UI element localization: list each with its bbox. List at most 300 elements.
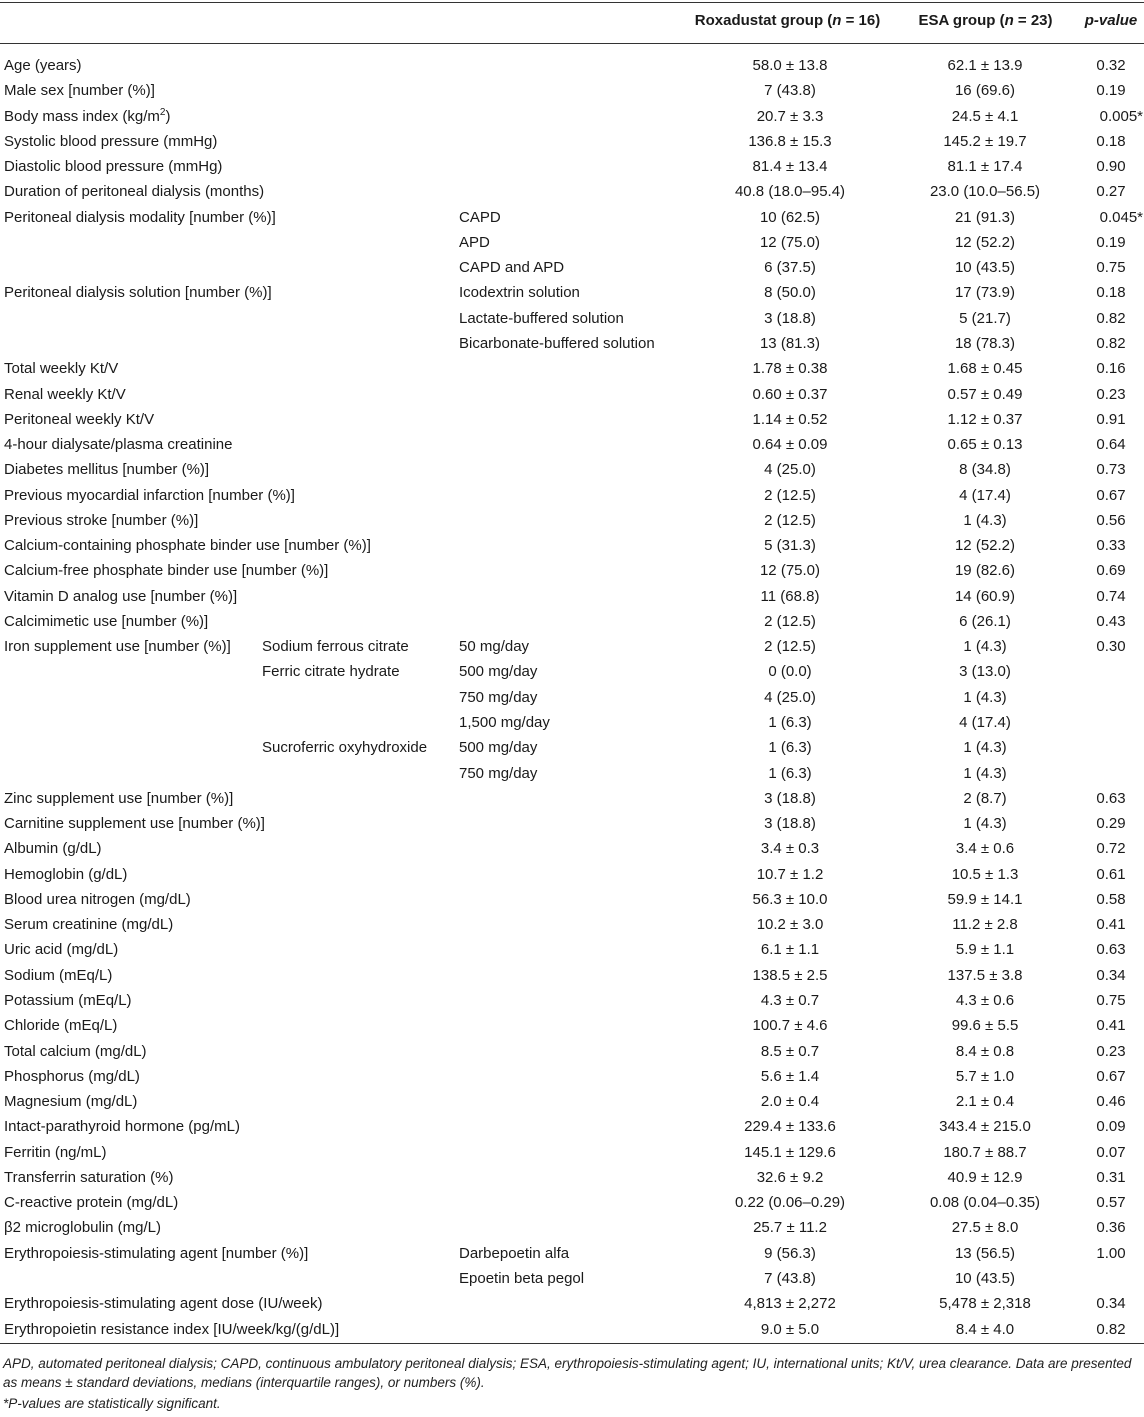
- header-esa-n: n: [1004, 12, 1014, 29]
- row-roxadustat-value: 2 (12.5): [764, 638, 816, 656]
- row-p-value: 0.09: [1096, 1118, 1126, 1136]
- row-label-text: Erythropoiesis-stimulating agent [number (%)]: [4, 1244, 309, 1262]
- table-row: [0, 483, 1144, 508]
- table-row: [0, 558, 1144, 583]
- row-label-text: Previous myocardial infarction [number (%)]: [4, 486, 295, 504]
- row-esa-value: 62.1 ± 13.9: [947, 57, 1023, 74]
- row-label-text: Carnitine supplement use [number (%)]: [4, 815, 265, 833]
- row-esa-value: 11.2 ± 2.8: [952, 916, 1018, 934]
- table-row: [0, 331, 1144, 356]
- table-row: [0, 988, 1144, 1013]
- table-row: [0, 407, 1144, 432]
- row-sublabel: Sucroferric oxyhydroxide: [262, 739, 428, 757]
- row-esa-value: 19 (82.6): [954, 562, 1016, 580]
- row-roxadustat-value: 145.1 ± 129.6: [744, 1143, 836, 1161]
- row-p-value: 0.07: [1096, 1143, 1126, 1161]
- row-esa-value: 1 (4.3): [963, 638, 1007, 656]
- row-p-value: 1.00: [1096, 1244, 1126, 1262]
- table-header-rule: [0, 43, 1144, 44]
- row-roxadustat-value: 1.78 ± 0.38: [752, 360, 828, 378]
- row-p-value: 0.32: [1096, 57, 1126, 74]
- row-label: [4, 205, 276, 230]
- row-p-value: 0.34: [1096, 1295, 1126, 1313]
- table-row: [0, 382, 1144, 407]
- row-label-text: Peritoneal dialysis modality [number (%)]: [4, 208, 276, 226]
- row-esa-value: 2.1 ± 0.4: [955, 1093, 1015, 1111]
- row-category: 750 mg/day: [459, 764, 538, 782]
- row-label-text: Diabetes mellitus [number (%)]: [4, 461, 210, 479]
- row-label: [4, 104, 170, 129]
- row-p-value: 0.23: [1096, 1042, 1126, 1060]
- row-p-value: 0.045*: [1099, 208, 1143, 226]
- row-esa-value: 6 (26.1): [959, 612, 1011, 630]
- table-row: [0, 1013, 1144, 1038]
- row-p-value: 0.31: [1096, 1168, 1126, 1186]
- row-p-value: 0.58: [1096, 890, 1126, 908]
- table-bottom-rule: [0, 1343, 1144, 1344]
- row-esa-value: 2 (8.7): [963, 789, 1007, 807]
- row-roxadustat-value: 0.22 (0.06–0.29): [734, 1194, 846, 1212]
- row-p-value: 0.19: [1096, 82, 1126, 100]
- row-p-value: 0.63: [1096, 941, 1126, 959]
- row-label: [4, 533, 371, 558]
- row-label-text: Erythropoiesis-stimulating agent dose (IU/week): [4, 1295, 323, 1313]
- row-roxadustat-value: 2.0 ± 0.4: [760, 1093, 820, 1111]
- table-row: [0, 230, 1144, 255]
- table-row: [0, 53, 1144, 78]
- footnote-significance: *P-values are statistically significant.: [3, 1396, 221, 1411]
- table-row: [0, 912, 1144, 937]
- table-row: [0, 1291, 1144, 1316]
- row-esa-value: 16 (69.6): [954, 82, 1016, 100]
- row-p-value: 0.64: [1096, 436, 1126, 454]
- table-top-rule: [0, 2, 1144, 3]
- row-esa-value: 24.5 ± 4.1: [951, 107, 1019, 125]
- row-esa-value: 12 (52.2): [954, 537, 1016, 555]
- row-label-text: Male sex [number (%)]: [4, 82, 155, 100]
- row-label: [4, 407, 154, 432]
- table-row: [0, 508, 1144, 533]
- table-row: [0, 1165, 1144, 1190]
- row-p-value: 0.82: [1096, 309, 1126, 327]
- header-esa-group: [913, 12, 1058, 29]
- row-label: [4, 280, 272, 305]
- row-label-text: β2 microglobulin (mg/L): [4, 1219, 162, 1237]
- row-roxadustat-value: 4.3 ± 0.7: [760, 991, 820, 1009]
- row-category: 50 mg/day: [459, 638, 530, 656]
- row-roxadustat-value: 0.64 ± 0.09: [752, 436, 828, 454]
- table-row: [0, 129, 1144, 154]
- row-roxadustat-value: 6.1 ± 1.1: [760, 941, 820, 959]
- header-esa-count: = 23): [1013, 12, 1053, 29]
- row-roxadustat-value: 100.7 ± 4.6: [752, 1017, 828, 1035]
- row-roxadustat-value: 138.5 ± 2.5: [752, 966, 828, 984]
- row-p-value: 0.75: [1096, 259, 1126, 277]
- row-category: CAPD: [459, 208, 501, 226]
- row-roxadustat-value: 136.8 ± 15.3: [748, 132, 832, 150]
- row-esa-value: 1 (4.3): [963, 739, 1007, 757]
- row-roxadustat-value: 5 (31.3): [764, 537, 816, 555]
- row-label-text: Albumin (g/dL): [4, 840, 102, 858]
- row-esa-value: 0.65 ± 0.13: [947, 436, 1023, 454]
- row-category: Icodextrin solution: [459, 284, 580, 302]
- row-esa-value: 4.3 ± 0.6: [955, 991, 1015, 1009]
- table-header-row: [0, 12, 1144, 36]
- row-roxadustat-value: 1 (6.3): [768, 764, 812, 782]
- table-row: [0, 887, 1144, 912]
- row-p-value: 0.30: [1096, 638, 1126, 656]
- row-label: [4, 1241, 308, 1266]
- table-row: [0, 356, 1144, 381]
- header-roxadustat-count: = 16): [841, 12, 881, 29]
- row-esa-value: 1 (4.3): [963, 688, 1007, 706]
- row-label-text: Iron supplement use [number (%)]: [4, 638, 231, 656]
- table-row: [0, 811, 1144, 836]
- row-esa-value: 1 (4.3): [963, 815, 1007, 833]
- row-roxadustat-value: 2 (12.5): [764, 511, 816, 529]
- row-roxadustat-value: 40.8 (18.0–95.4): [734, 183, 846, 201]
- row-roxadustat-value: 12 (75.0): [759, 562, 821, 580]
- row-label: [4, 862, 127, 887]
- row-roxadustat-value: 3 (18.8): [764, 789, 816, 807]
- row-esa-value: 137.5 ± 3.8: [947, 966, 1023, 984]
- table-row: [0, 432, 1144, 457]
- row-esa-value: 81.1 ± 17.4: [947, 158, 1023, 176]
- footnote-abbreviations: APD, automated peritoneal dialysis; CAPD, continuous ambulatory peritoneal dialysis; ESA, erythropoiesis-stimulating agent; IU, international units; Kt/V, urea clearance. Data are presented as means ± standard deviations, medians (interquartile ranges), or numbers (%).: [3, 1356, 1132, 1390]
- row-p-value: 0.82: [1096, 1320, 1126, 1338]
- row-label: [4, 1114, 240, 1139]
- row-p-value: 0.33: [1096, 537, 1126, 555]
- row-roxadustat-value: 11 (68.8): [760, 587, 820, 605]
- row-label: [4, 887, 191, 912]
- row-label-text: Potassium (mEq/L): [4, 991, 132, 1009]
- row-roxadustat-value: 8.5 ± 0.7: [760, 1042, 820, 1060]
- row-esa-value: 8 (34.8): [959, 461, 1011, 479]
- row-label: [4, 1291, 322, 1316]
- row-roxadustat-value: 0 (0.0): [768, 663, 812, 681]
- row-roxadustat-value: 10.7 ± 1.2: [756, 865, 824, 883]
- row-esa-value: 343.4 ± 215.0: [939, 1118, 1031, 1136]
- row-roxadustat-value: 4,813 ± 2,272: [744, 1295, 836, 1313]
- table-row: [0, 1114, 1144, 1139]
- row-label: [4, 129, 217, 154]
- row-p-value: 0.69: [1096, 562, 1126, 580]
- table-row: [0, 1039, 1144, 1064]
- row-roxadustat-value: 7 (43.8): [764, 82, 816, 100]
- row-label-text: Renal weekly Kt/V: [4, 385, 126, 403]
- row-esa-value: 18 (78.3): [954, 334, 1016, 352]
- row-roxadustat-value: 32.6 ± 9.2: [756, 1168, 824, 1186]
- table-row: [0, 1190, 1144, 1215]
- row-label-text: Vitamin D analog use [number (%)]: [4, 587, 238, 605]
- row-p-value: 0.18: [1096, 284, 1126, 302]
- row-esa-value: 8.4 ± 4.0: [955, 1320, 1015, 1338]
- row-esa-value: 145.2 ± 19.7: [943, 132, 1027, 150]
- row-roxadustat-value: 5.6 ± 1.4: [760, 1067, 820, 1085]
- row-label-text: Transferrin saturation (%): [4, 1168, 174, 1186]
- row-roxadustat-value: 3 (18.8): [764, 309, 816, 327]
- row-roxadustat-value: 6 (37.5): [764, 259, 816, 277]
- row-sublabel: Sodium ferrous citrate: [262, 638, 409, 656]
- row-roxadustat-value: 10 (62.5): [759, 208, 821, 226]
- header-roxadustat-group: [685, 12, 890, 29]
- table-row: [0, 533, 1144, 558]
- row-category: Darbepoetin alfa: [459, 1244, 570, 1262]
- row-label-text: Blood urea nitrogen (mg/dL): [4, 890, 191, 908]
- row-roxadustat-value: 7 (43.8): [764, 1269, 816, 1287]
- row-label-text: Peritoneal dialysis solution [number (%)]: [4, 284, 272, 302]
- row-p-value: 0.63: [1096, 789, 1126, 807]
- row-label: [4, 786, 233, 811]
- row-category: Lactate-buffered solution: [459, 309, 624, 327]
- row-label: [4, 1190, 178, 1215]
- row-p-value: 0.005*: [1099, 107, 1143, 125]
- row-roxadustat-value: 10.2 ± 3.0: [756, 916, 824, 934]
- row-p-value: 0.67: [1096, 486, 1126, 504]
- row-label: [4, 356, 118, 381]
- row-label-text: Chloride (mEq/L): [4, 1017, 118, 1035]
- table-row: [0, 280, 1144, 305]
- table-row: [0, 1241, 1144, 1266]
- row-category: CAPD and APD: [459, 259, 565, 277]
- row-roxadustat-value: 3.4 ± 0.3: [760, 840, 820, 858]
- row-p-value: 0.23: [1096, 385, 1126, 403]
- row-roxadustat-value: 2 (12.5): [764, 486, 816, 504]
- row-roxadustat-value: 229.4 ± 133.6: [744, 1118, 836, 1136]
- row-roxadustat-value: 56.3 ± 10.0: [752, 890, 828, 908]
- row-roxadustat-value: 12 (75.0): [759, 233, 821, 251]
- table-row: [0, 1266, 1144, 1291]
- row-category: 1,500 mg/day: [459, 714, 550, 732]
- row-p-value: 0.57: [1096, 1194, 1126, 1212]
- row-esa-value: 10 (43.5): [954, 1269, 1016, 1287]
- row-label-text: Total calcium (mg/dL): [4, 1042, 147, 1060]
- row-label: [4, 1165, 174, 1190]
- row-esa-value: 27.5 ± 8.0: [951, 1219, 1019, 1237]
- row-label-text: Ferritin (ng/mL): [4, 1143, 107, 1161]
- row-esa-value: 1.68 ± 0.45: [947, 360, 1023, 378]
- row-p-value: 0.41: [1096, 1017, 1126, 1035]
- row-label: [4, 78, 155, 103]
- table-row: [0, 1140, 1144, 1165]
- row-label-text: Erythropoietin resistance index [IU/week/kg/(g/dL)]: [4, 1320, 340, 1338]
- row-roxadustat-value: 1 (6.3): [768, 714, 812, 732]
- row-esa-value: 40.9 ± 12.9: [947, 1168, 1023, 1186]
- table-row: [0, 1317, 1144, 1342]
- row-label-text: Peritoneal weekly Kt/V: [4, 410, 155, 428]
- row-category: Epoetin beta pegol: [459, 1269, 585, 1287]
- table-row: [0, 735, 1144, 760]
- row-esa-value: 99.6 ± 5.5: [951, 1017, 1019, 1035]
- row-p-value: 0.72: [1096, 840, 1126, 858]
- row-roxadustat-value: 2 (12.5): [764, 612, 816, 630]
- table-row: [0, 761, 1144, 786]
- row-label-text: Uric acid (mg/dL): [4, 941, 119, 959]
- row-label-text: Calcium-free phosphate binder use [number (%)]: [4, 562, 329, 580]
- table-row: [0, 1089, 1144, 1114]
- row-label: [4, 634, 231, 659]
- row-p-value: 0.36: [1096, 1219, 1126, 1237]
- table-row: [0, 179, 1144, 204]
- header-esa-label: ESA group (: [918, 12, 1005, 29]
- row-p-value: 0.90: [1096, 158, 1126, 176]
- row-roxadustat-value: 9 (56.3): [764, 1244, 816, 1262]
- header-roxadustat-n: n: [832, 12, 842, 29]
- row-category: 750 mg/day: [459, 688, 538, 706]
- table-row: [0, 862, 1144, 887]
- row-category: Bicarbonate-buffered solution: [459, 334, 655, 352]
- row-esa-value: 1 (4.3): [963, 511, 1007, 529]
- row-label: [4, 963, 112, 988]
- row-label: [4, 508, 198, 533]
- table-row: [0, 836, 1144, 861]
- row-roxadustat-value: 1.14 ± 0.52: [752, 410, 828, 428]
- row-p-value: 0.19: [1096, 233, 1126, 251]
- row-esa-value: 8.4 ± 0.8: [955, 1042, 1015, 1060]
- table-row: [0, 685, 1144, 710]
- row-label-superscript: 2: [159, 106, 166, 118]
- row-p-value: 0.34: [1096, 966, 1126, 984]
- row-p-value: 0.41: [1096, 916, 1126, 934]
- row-p-value: 0.91: [1096, 410, 1126, 428]
- row-p-value: 0.74: [1096, 587, 1126, 605]
- row-label-text: Magnesium (mg/dL): [4, 1093, 138, 1111]
- row-label-text: Previous stroke [number (%)]: [4, 511, 199, 529]
- row-category: 500 mg/day: [459, 663, 538, 681]
- row-p-value: 0.82: [1096, 334, 1126, 352]
- row-roxadustat-value: 58.0 ± 13.8: [752, 57, 828, 74]
- row-label: [4, 836, 102, 861]
- table-row: [0, 205, 1144, 230]
- header-p-value: p-value: [1084, 12, 1138, 29]
- table-row: [0, 306, 1144, 331]
- row-label-text: C-reactive protein (mg/dL): [4, 1194, 179, 1212]
- row-label-text: Duration of peritoneal dialysis (months): [4, 183, 265, 201]
- row-p-value: 0.73: [1096, 461, 1126, 479]
- table-row: [0, 659, 1144, 684]
- row-label-text: Hemoglobin (g/dL): [4, 865, 128, 883]
- row-label-text: Systolic blood pressure (mmHg): [4, 132, 218, 150]
- row-label: [4, 988, 132, 1013]
- row-label: [4, 1089, 137, 1114]
- row-label: [4, 1215, 161, 1240]
- row-label: [4, 609, 208, 634]
- row-label: [4, 1013, 117, 1038]
- row-label: [4, 1064, 140, 1089]
- table-row: [0, 786, 1144, 811]
- row-esa-value: 4 (17.4): [959, 486, 1011, 504]
- row-label-suffix: ): [165, 107, 171, 125]
- table-row: [0, 154, 1144, 179]
- row-roxadustat-value: 1 (6.3): [768, 739, 812, 757]
- row-esa-value: 12 (52.2): [954, 233, 1016, 251]
- row-roxadustat-value: 0.60 ± 0.37: [752, 385, 828, 403]
- row-label: [4, 912, 173, 937]
- row-roxadustat-value: 4 (25.0): [764, 688, 816, 706]
- row-label-text: 4-hour dialysate/plasma creatinine: [4, 436, 233, 454]
- row-esa-value: 10 (43.5): [954, 259, 1016, 277]
- row-esa-value: 1.12 ± 0.37: [947, 410, 1023, 428]
- row-esa-value: 14 (60.9): [954, 587, 1016, 605]
- row-label: [4, 1317, 339, 1342]
- row-label-text: Diastolic blood pressure (mmHg): [4, 158, 223, 176]
- row-esa-value: 21 (91.3): [954, 208, 1016, 226]
- row-label-text: Age (years): [4, 57, 82, 74]
- row-roxadustat-value: 81.4 ± 13.4: [752, 158, 828, 176]
- row-category: 500 mg/day: [459, 739, 538, 757]
- row-label-text: Zinc supplement use [number (%)]: [4, 789, 234, 807]
- row-esa-value: 59.9 ± 14.1: [947, 890, 1023, 908]
- row-roxadustat-value: 9.0 ± 5.0: [760, 1320, 820, 1338]
- table-row: [0, 457, 1144, 482]
- row-p-value: 0.27: [1096, 183, 1126, 201]
- table-row: [0, 710, 1144, 735]
- row-esa-value: 0.08 (0.04–0.35): [929, 1194, 1041, 1212]
- row-p-value: 0.18: [1096, 132, 1126, 150]
- row-label-text: Calcium-containing phosphate binder use [number (%)]: [4, 537, 371, 555]
- row-esa-value: 23.0 (10.0–56.5): [929, 183, 1041, 201]
- table-row: [0, 584, 1144, 609]
- row-p-value: 0.43: [1096, 612, 1126, 630]
- table-row: [0, 1064, 1144, 1089]
- row-esa-value: 5.9 ± 1.1: [955, 941, 1015, 959]
- header-roxadustat-label: Roxadustat group (: [694, 12, 833, 29]
- row-esa-value: 180.7 ± 88.7: [943, 1143, 1027, 1161]
- row-roxadustat-value: 3 (18.8): [764, 815, 816, 833]
- row-label-text: Intact-parathyroid hormone (pg/mL): [4, 1118, 240, 1136]
- row-label: [4, 937, 118, 962]
- row-p-value: 0.29: [1096, 815, 1126, 833]
- row-esa-value: 3.4 ± 0.6: [955, 840, 1015, 858]
- row-label: [4, 382, 126, 407]
- row-p-value: 0.56: [1096, 511, 1126, 529]
- table-row: [0, 609, 1144, 634]
- row-label-text: Serum creatinine (mg/dL): [4, 916, 174, 934]
- row-label-text: Body mass index (kg/m: [4, 107, 160, 125]
- row-label: [4, 584, 237, 609]
- row-roxadustat-value: 20.7 ± 3.3: [756, 107, 824, 125]
- row-category: APD: [459, 233, 490, 251]
- table-row: [0, 255, 1144, 280]
- row-label: [4, 53, 82, 78]
- row-label-text: Phosphorus (mg/dL): [4, 1067, 140, 1085]
- row-label: [4, 179, 264, 204]
- row-label: [4, 483, 295, 508]
- row-esa-value: 17 (73.9): [954, 284, 1016, 302]
- row-p-value: 0.46: [1096, 1093, 1126, 1111]
- row-label: [4, 1140, 107, 1165]
- table-row: [0, 104, 1144, 129]
- row-esa-value: 10.5 ± 1.3: [951, 865, 1019, 883]
- row-esa-value: 5 (21.7): [959, 309, 1011, 327]
- row-esa-value: 0.57 ± 0.49: [947, 385, 1023, 403]
- table-row: [0, 634, 1144, 659]
- row-esa-value: 13 (56.5): [954, 1244, 1016, 1262]
- row-esa-value: 1 (4.3): [963, 764, 1007, 782]
- row-roxadustat-value: 8 (50.0): [764, 284, 816, 302]
- table-row: [0, 937, 1144, 962]
- row-roxadustat-value: 25.7 ± 11.2: [753, 1219, 827, 1237]
- table-row: [0, 78, 1144, 103]
- row-sublabel: Ferric citrate hydrate: [262, 663, 400, 681]
- row-label: [4, 154, 222, 179]
- row-esa-value: 5,478 ± 2,318: [939, 1295, 1031, 1313]
- row-esa-value: 4 (17.4): [959, 714, 1011, 732]
- row-label-text: Sodium (mEq/L): [4, 966, 113, 984]
- row-p-value: 0.16: [1096, 360, 1126, 378]
- row-label: [4, 457, 209, 482]
- row-esa-value: 3 (13.0): [959, 663, 1011, 681]
